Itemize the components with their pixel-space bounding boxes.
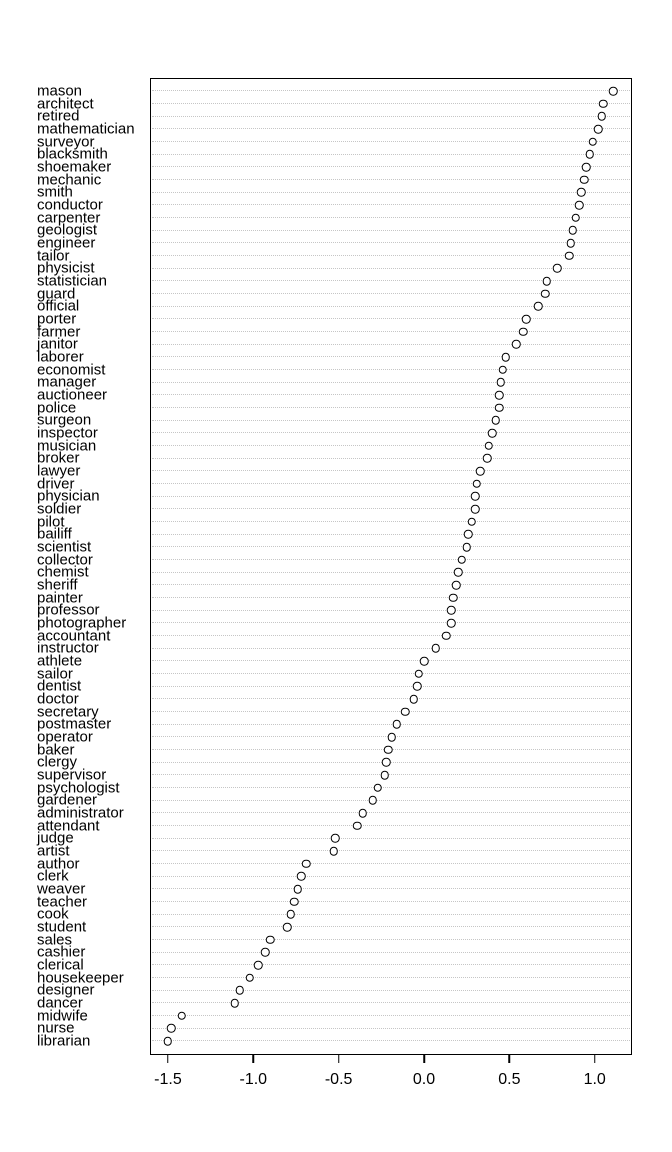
category-label: physicist xyxy=(37,259,95,277)
category-label: designer xyxy=(37,981,95,999)
x-tick xyxy=(253,1055,255,1063)
dot-marker xyxy=(380,771,389,780)
category-label: sales xyxy=(37,931,73,949)
category-label: mechanic xyxy=(37,171,102,189)
category-label: dentist xyxy=(37,677,82,695)
category-label: smith xyxy=(37,183,73,201)
x-tick xyxy=(423,1055,425,1063)
x-tick-label: 1.0 xyxy=(583,1071,606,1088)
category-label: conductor xyxy=(37,196,103,214)
dot-marker xyxy=(447,619,456,628)
dot-marker xyxy=(473,479,482,488)
dot-marker xyxy=(254,961,263,970)
dot-marker xyxy=(597,112,606,121)
dot-marker xyxy=(331,834,340,843)
dot-marker xyxy=(235,986,244,995)
dot-marker xyxy=(485,441,494,450)
category-label: painter xyxy=(37,589,83,607)
dot-marker xyxy=(568,226,577,235)
dot-marker xyxy=(297,872,306,881)
category-label: engineer xyxy=(37,234,96,252)
category-label: broker xyxy=(37,449,80,467)
category-label: surveyor xyxy=(37,133,95,151)
category-label: porter xyxy=(37,310,77,328)
category-label: police xyxy=(37,399,77,417)
dot-marker xyxy=(457,555,466,564)
dot-marker xyxy=(502,353,511,362)
category-label: clergy xyxy=(37,753,78,771)
x-tick-label: -1.5 xyxy=(154,1071,182,1088)
category-label: auctioneer xyxy=(37,386,108,404)
category-label: cook xyxy=(37,905,69,923)
dot-marker xyxy=(410,695,419,704)
dot-marker xyxy=(575,201,584,210)
dot-marker xyxy=(577,188,586,197)
category-label: carpenter xyxy=(37,209,101,227)
x-tick xyxy=(338,1055,340,1063)
dot-marker xyxy=(384,745,393,754)
category-label: administrator xyxy=(37,804,124,822)
dot-marker xyxy=(447,606,456,615)
category-label: sailor xyxy=(37,665,73,683)
category-label: laborer xyxy=(37,348,84,366)
dot-marker xyxy=(582,163,591,172)
dot-marker xyxy=(541,289,550,298)
category-label: mathematician xyxy=(37,120,135,138)
category-label: inspector xyxy=(37,424,98,442)
dot-marker xyxy=(449,593,458,602)
category-label: blacksmith xyxy=(37,145,108,163)
dot-marker xyxy=(392,720,401,729)
category-label: secretary xyxy=(37,703,99,721)
category-label: nurse xyxy=(37,1019,75,1037)
dot-marker xyxy=(488,429,497,438)
dot-marker xyxy=(483,454,492,463)
dot-marker xyxy=(594,125,603,134)
category-label: gardener xyxy=(37,791,98,809)
category-label: official xyxy=(37,297,80,315)
dot-marker xyxy=(177,1011,186,1020)
dot-marker xyxy=(491,416,500,425)
x-tick xyxy=(509,1055,511,1063)
category-label: janitor xyxy=(37,335,78,353)
category-label: student xyxy=(37,918,87,936)
dot-marker xyxy=(534,302,543,311)
category-label: bailiff xyxy=(37,525,72,543)
category-label: statistician xyxy=(37,272,108,290)
dot-marker xyxy=(374,783,383,792)
category-label: weaver xyxy=(37,880,86,898)
category-label: accountant xyxy=(37,627,111,645)
dot-marker xyxy=(413,682,422,691)
category-label: surgeon xyxy=(37,411,92,429)
x-tick-label: 0.5 xyxy=(498,1071,521,1088)
category-label: soldier xyxy=(37,500,82,518)
dot-marker xyxy=(567,239,576,248)
category-label: sheriff xyxy=(37,576,78,594)
category-label: lawyer xyxy=(37,462,81,480)
category-label: economist xyxy=(37,361,106,379)
category-label: supervisor xyxy=(37,766,107,784)
category-label: collector xyxy=(37,551,93,569)
dot-marker xyxy=(495,403,504,412)
category-label: farmer xyxy=(37,323,81,341)
x-tick-label: -1.0 xyxy=(239,1071,268,1088)
category-label: psychologist xyxy=(37,779,120,797)
dot-marker xyxy=(498,365,507,374)
dot-marker xyxy=(283,923,292,932)
dot-marker xyxy=(442,631,451,640)
plot-box xyxy=(150,78,632,1055)
dot-marker xyxy=(432,644,441,653)
dot-marker xyxy=(353,821,362,830)
dot-marker xyxy=(230,999,239,1008)
category-label: operator xyxy=(37,728,93,746)
category-label: architect xyxy=(37,95,94,113)
dot-marker xyxy=(420,657,429,666)
x-tick xyxy=(594,1055,596,1063)
dot-marker xyxy=(164,1037,173,1046)
dot-marker xyxy=(512,340,521,349)
dot-marker xyxy=(572,213,581,222)
category-label: baker xyxy=(37,741,75,759)
dot-marker xyxy=(464,530,473,539)
category-label: author xyxy=(37,855,80,873)
category-label: mason xyxy=(37,82,83,100)
dot-marker xyxy=(167,1024,176,1033)
category-label: scientist xyxy=(37,538,92,556)
category-label: clerk xyxy=(37,867,69,885)
category-label: attendant xyxy=(37,817,100,835)
dot-marker xyxy=(287,910,296,919)
dot-marker xyxy=(415,669,424,678)
dot-marker xyxy=(293,885,302,894)
dot-marker xyxy=(387,733,396,742)
dot-marker xyxy=(522,315,531,324)
category-label: pilot xyxy=(37,513,65,531)
dot-marker xyxy=(246,973,255,982)
dot-marker xyxy=(266,935,275,944)
dot-marker xyxy=(585,150,594,159)
category-label: housekeeper xyxy=(37,969,124,987)
category-label: photographer xyxy=(37,614,127,632)
category-label: librarian xyxy=(37,1032,91,1050)
dot-marker xyxy=(468,517,477,526)
x-tick-label: -0.5 xyxy=(324,1071,353,1088)
dot-marker xyxy=(471,492,480,501)
dot-marker xyxy=(382,758,391,767)
category-label: athlete xyxy=(37,652,83,670)
dot-marker xyxy=(580,175,589,184)
category-label: clerical xyxy=(37,956,84,974)
dot-marker xyxy=(358,809,367,818)
category-label: musician xyxy=(37,437,97,455)
dot-marker xyxy=(565,251,574,260)
dot-marker xyxy=(497,378,506,387)
category-label: postmaster xyxy=(37,715,112,733)
dot-marker xyxy=(476,467,485,476)
category-label: guard xyxy=(37,285,76,303)
category-label: dancer xyxy=(37,994,83,1012)
dot-marker xyxy=(290,897,299,906)
category-label: teacher xyxy=(37,893,88,911)
category-label: physician xyxy=(37,487,100,505)
dot-marker xyxy=(495,391,504,400)
dot-marker xyxy=(454,568,463,577)
category-label: chemist xyxy=(37,563,89,581)
dot-marker xyxy=(462,543,471,552)
dot-marker xyxy=(261,948,270,957)
x-tick-label: 0.0 xyxy=(412,1071,436,1088)
dot-marker xyxy=(599,99,608,108)
dot-marker xyxy=(519,327,528,336)
x-tick xyxy=(167,1055,169,1063)
dot-marker xyxy=(553,264,562,273)
dot-marker xyxy=(609,87,618,96)
dot-marker xyxy=(329,847,338,856)
category-label: shoemaker xyxy=(37,158,112,176)
category-label: instructor xyxy=(37,639,99,657)
category-label: retired xyxy=(37,107,80,125)
category-label: artist xyxy=(37,842,70,860)
category-label: tailor xyxy=(37,247,70,265)
category-label: midwife xyxy=(37,1007,88,1025)
dot-marker xyxy=(543,277,552,286)
dot-marker xyxy=(471,505,480,514)
category-label: cashier xyxy=(37,943,86,961)
dot-marker xyxy=(369,796,378,805)
dot-marker xyxy=(302,859,311,868)
dot-marker xyxy=(589,137,598,146)
category-label: doctor xyxy=(37,690,79,708)
category-label: driver xyxy=(37,475,75,493)
dot-marker xyxy=(452,581,461,590)
category-label: geologist xyxy=(37,221,98,239)
dot-marker xyxy=(401,707,410,716)
category-label: professor xyxy=(37,601,100,619)
category-label: manager xyxy=(37,373,97,391)
category-label: judge xyxy=(37,829,74,847)
